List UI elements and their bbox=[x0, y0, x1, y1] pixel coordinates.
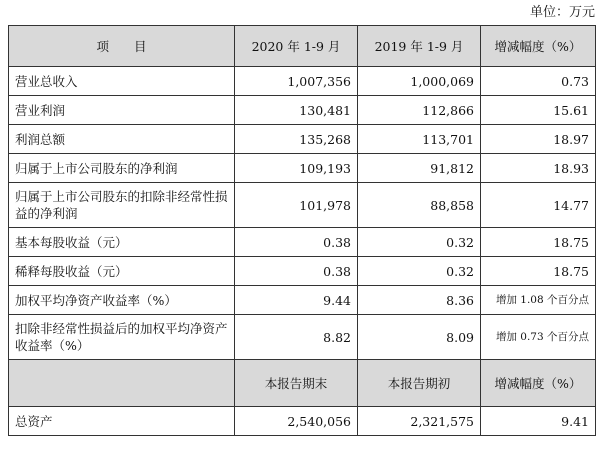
value-2020: 0.38 bbox=[235, 257, 358, 286]
header-2019: 2019 年 1-9 月 bbox=[358, 26, 481, 67]
row-label: 总资产 bbox=[9, 407, 235, 436]
value-2019: 88,858 bbox=[358, 183, 481, 228]
table-row bbox=[9, 407, 596, 436]
value-period-begin: 2,321,575 bbox=[358, 407, 481, 436]
value-change: 增加 1.08 个百分点 bbox=[481, 286, 596, 315]
unit-label: 单位：万元 bbox=[529, 5, 595, 20]
subheader-period-end: 本报告期末 bbox=[235, 360, 358, 407]
subheader-period-begin: 本报告期初 bbox=[358, 360, 481, 407]
row-label: 归属于上市公司股东的扣除非经常性损益的净利润 bbox=[9, 183, 235, 228]
subheader-change: 增减幅度（%） bbox=[481, 360, 596, 407]
row-label: 利润总额 bbox=[9, 125, 235, 154]
table-row bbox=[9, 154, 596, 183]
table-row bbox=[9, 286, 596, 315]
value-change: 18.97 bbox=[481, 125, 596, 154]
row-label: 基本每股收益（元） bbox=[9, 228, 235, 257]
value-change: 9.41 bbox=[481, 407, 596, 436]
table-row bbox=[9, 67, 596, 96]
value-change: 18.75 bbox=[481, 228, 596, 257]
table-row bbox=[9, 315, 596, 360]
value-change: 15.61 bbox=[481, 96, 596, 125]
row-label: 营业利润 bbox=[9, 96, 235, 125]
value-period-end: 2,540,056 bbox=[235, 407, 358, 436]
table-subheader-row bbox=[9, 360, 596, 407]
header-item: 项 目 bbox=[9, 26, 235, 67]
value-2019: 113,701 bbox=[358, 125, 481, 154]
value-change: 增加 0.73 个百分点 bbox=[481, 315, 596, 360]
table-row bbox=[9, 228, 596, 257]
financial-summary-table bbox=[8, 25, 596, 436]
value-2019: 8.09 bbox=[358, 315, 481, 360]
value-2020: 0.38 bbox=[235, 228, 358, 257]
value-2020: 8.82 bbox=[235, 315, 358, 360]
header-2020: 2020 年 1-9 月 bbox=[235, 26, 358, 67]
value-2019: 112,866 bbox=[358, 96, 481, 125]
value-2019: 8.36 bbox=[358, 286, 481, 315]
value-2019: 0.32 bbox=[358, 228, 481, 257]
row-label: 稀释每股收益（元） bbox=[9, 257, 235, 286]
value-2019: 1,000,069 bbox=[358, 67, 481, 96]
table-row bbox=[9, 125, 596, 154]
row-label: 扣除非经常性损益后的加权平均净资产收益率（%） bbox=[9, 315, 235, 360]
table-header-row bbox=[9, 26, 596, 67]
value-2020: 9.44 bbox=[235, 286, 358, 315]
value-2020: 109,193 bbox=[235, 154, 358, 183]
value-2020: 130,481 bbox=[235, 96, 358, 125]
value-change: 14.77 bbox=[481, 183, 596, 228]
value-2019: 91,812 bbox=[358, 154, 481, 183]
value-2019: 0.32 bbox=[358, 257, 481, 286]
header-change: 增减幅度（%） bbox=[481, 26, 596, 67]
value-change: 18.75 bbox=[481, 257, 596, 286]
row-label: 加权平均净资产收益率（%） bbox=[9, 286, 235, 315]
subheader-blank bbox=[9, 360, 235, 407]
value-2020: 1,007,356 bbox=[235, 67, 358, 96]
value-2020: 101,978 bbox=[235, 183, 358, 228]
value-change: 0.73 bbox=[481, 67, 596, 96]
value-change: 18.93 bbox=[481, 154, 596, 183]
row-label: 营业总收入 bbox=[9, 67, 235, 96]
value-2020: 135,268 bbox=[235, 125, 358, 154]
row-label: 归属于上市公司股东的净利润 bbox=[9, 154, 235, 183]
table-row bbox=[9, 257, 596, 286]
table-row bbox=[9, 183, 596, 228]
table-row bbox=[9, 96, 596, 125]
